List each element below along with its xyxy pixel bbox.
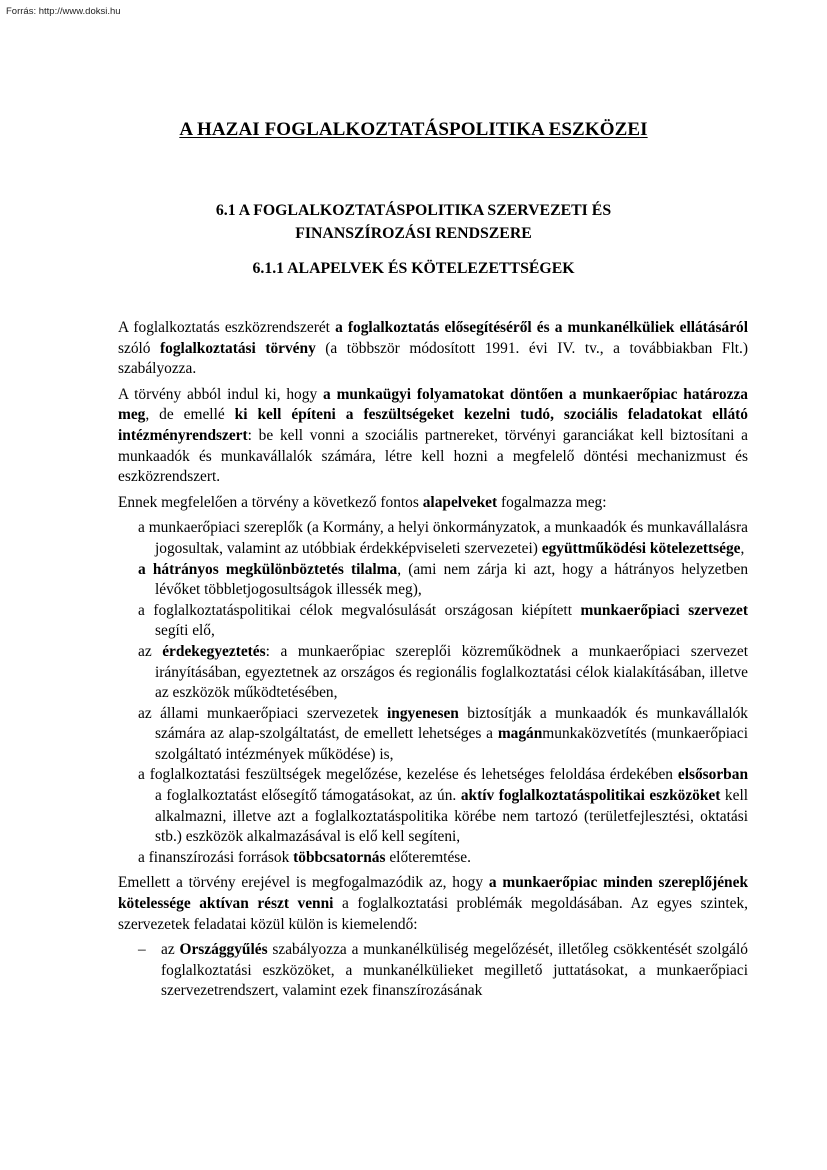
duties-list (118, 940, 748, 1002)
bold-text-run: ingyenesen (387, 704, 459, 722)
text-run: , (ami nem zárja ki azt, hogy a hátrányos helyzetben lévőket többletjogosultságok illessék meg), (155, 560, 749, 599)
text-run: a foglalkoztatást elősegítő támogatásokat, az ún. (155, 787, 461, 805)
text-run: A foglalkoztatás eszközrendszerét (118, 319, 336, 336)
source-line: Forrás: http://www.doksi.hu (6, 6, 121, 17)
text-run: szabályozza a munkanélküliség megelőzését, illetőleg csökkentését szolgáló foglalkoztatási eszközöket, a munkanélkülieket megillető juttatásokat, a munkaerőpiaci szervezetrendszert, valamint ezek finanszírozásának (161, 941, 748, 1000)
text-run: : a munkaerőpiac szereplői közreműködnek a munkaerőpiaci szervezet irányításában, egyeztetnek az országos és regionális foglalkoztatási célok kialakításában, illetve az eszközök működtetésében, (155, 642, 748, 702)
text-run: a foglalkoztatási problémák megoldásában. Az egyes szintek, szervezetek feladatai közül külön is kiemelendő: (118, 895, 748, 933)
bold-text-run: többcsatornás (293, 848, 386, 866)
section-title-line-1: 6.1 A FOGLALKOZTATÁSPOLITIKA SZERVEZETI ÉS (215, 202, 612, 219)
text-run: Emellett a törvény erejével is megfogalmazódik az, hogy (118, 874, 489, 892)
paragraph-legal-framework (118, 318, 748, 380)
text-run: az (161, 941, 180, 959)
bold-text-run: alapelveket (422, 493, 498, 511)
paragraph-stakeholder-duty (118, 873, 748, 935)
dash-marker: – (138, 941, 146, 959)
text-run: a finanszírozási források (138, 848, 294, 866)
section-title-line-2: FINANSZÍROZÁSI RENDSZERE (295, 225, 532, 242)
text-run: a munkaerőpiaci szereplők (a Kormány, a helyi önkormányzatok, a munkaadók és munkavállalásra jogosultak, valamint az utóbbiak érdekképviseleti szervezetei) (138, 519, 748, 557)
text-run: szóló (118, 339, 161, 357)
list-item (118, 704, 748, 766)
text-run: , (740, 539, 745, 557)
bold-text-run: a munkaügyi folyamatokat döntően a munkaerőpiac határozza meg (118, 385, 748, 424)
subsection-title: 6.1.1 ALAPELVEK ÉS KÖTELEZETTSÉGEK (252, 260, 575, 277)
bold-text-run: együttműködési kötelezettsége (541, 539, 741, 557)
bold-text-run: magán (497, 725, 543, 743)
bold-text-run: elsősorban (677, 766, 748, 784)
text-run: (a többször módosított 1991. évi IV. tv., a továbbiakban Flt.) szabályozza. (118, 339, 748, 378)
list-item (118, 642, 748, 704)
document-title: A HAZAI FOGLALKOZTATÁSPOLITIKA ESZKÖZEI (179, 119, 648, 140)
bold-text-run: foglalkoztatási törvény (160, 339, 316, 357)
bold-text-run: érdekegyeztetés (162, 642, 266, 660)
text-run: : be kell vonni a szociális partnereket, törvényi garanciákat kell biztosítani a munkaadók és munkavállalók számára, létre kell hozni a megfelelő döntési mechanizmust és eszközrendszert. (118, 426, 748, 486)
bold-text-run: munkaerőpiaci szervezet (580, 601, 748, 619)
section-title (150, 199, 677, 245)
text-run: A törvény abból indul ki, hogy (118, 385, 324, 403)
text-run: munkaközvetítés (munkaerőpiaci szolgáltató intézmények működése) is, (155, 725, 748, 763)
list-item (118, 560, 748, 601)
document-body (118, 318, 748, 1007)
text-run: az állami munkaerőpiaci szervezetek (138, 704, 388, 722)
bold-text-run: a foglalkoztatás elősegítéséről és a munkanélküliek ellátásáról (335, 319, 748, 336)
list-item (118, 601, 748, 642)
text-run: fogalmazza meg: (497, 493, 607, 511)
text-run: kell alkalmazni, illetve azt a foglalkoztatáspolitika körébe nem tartozó (területfejlesztési, oktatási stb.) eszközök alkalmazásával is elő kell segíteni, (155, 787, 748, 846)
list-item (118, 848, 748, 869)
bold-text-run: Országgyűlés (179, 941, 268, 959)
list-item (118, 518, 748, 559)
text-run: a foglalkoztatáspolitikai célok megvalósulását országosan kiépített (138, 601, 581, 619)
text-run: előteremtése. (385, 848, 471, 866)
text-run: az (138, 642, 163, 660)
bold-text-run: a munkaerőpiac minden szereplőjének kötelessége aktívan részt venni (118, 874, 749, 913)
text-run: segíti elő, (155, 622, 215, 640)
paragraph-law-premise (118, 385, 748, 488)
list-item (118, 940, 748, 1002)
text-run: biztosítják a munkaadók és munkavállalók számára az alap-szolgáltatást, de emellett lehetséges a (155, 704, 749, 743)
bold-text-run: a hátrányos megkülönböztetés tilalma (138, 560, 398, 578)
paragraph-principles-intro (118, 493, 748, 514)
bold-text-run: ki kell építeni a feszültségeket kezelni tudó, szociális feladatokat ellátó intézményrendszert (118, 406, 748, 444)
text-run: , de emellé (145, 406, 235, 424)
text-run: Ennek megfelelően a törvény a következő fontos (118, 493, 423, 511)
text-run: a foglalkoztatási feszültségek megelőzése, kezelése és lehetséges feloldása érdekében (138, 766, 678, 784)
principles-list (118, 518, 748, 868)
list-item (118, 765, 748, 847)
bold-text-run: aktív foglalkoztatáspolitikai eszközöket (460, 787, 721, 805)
